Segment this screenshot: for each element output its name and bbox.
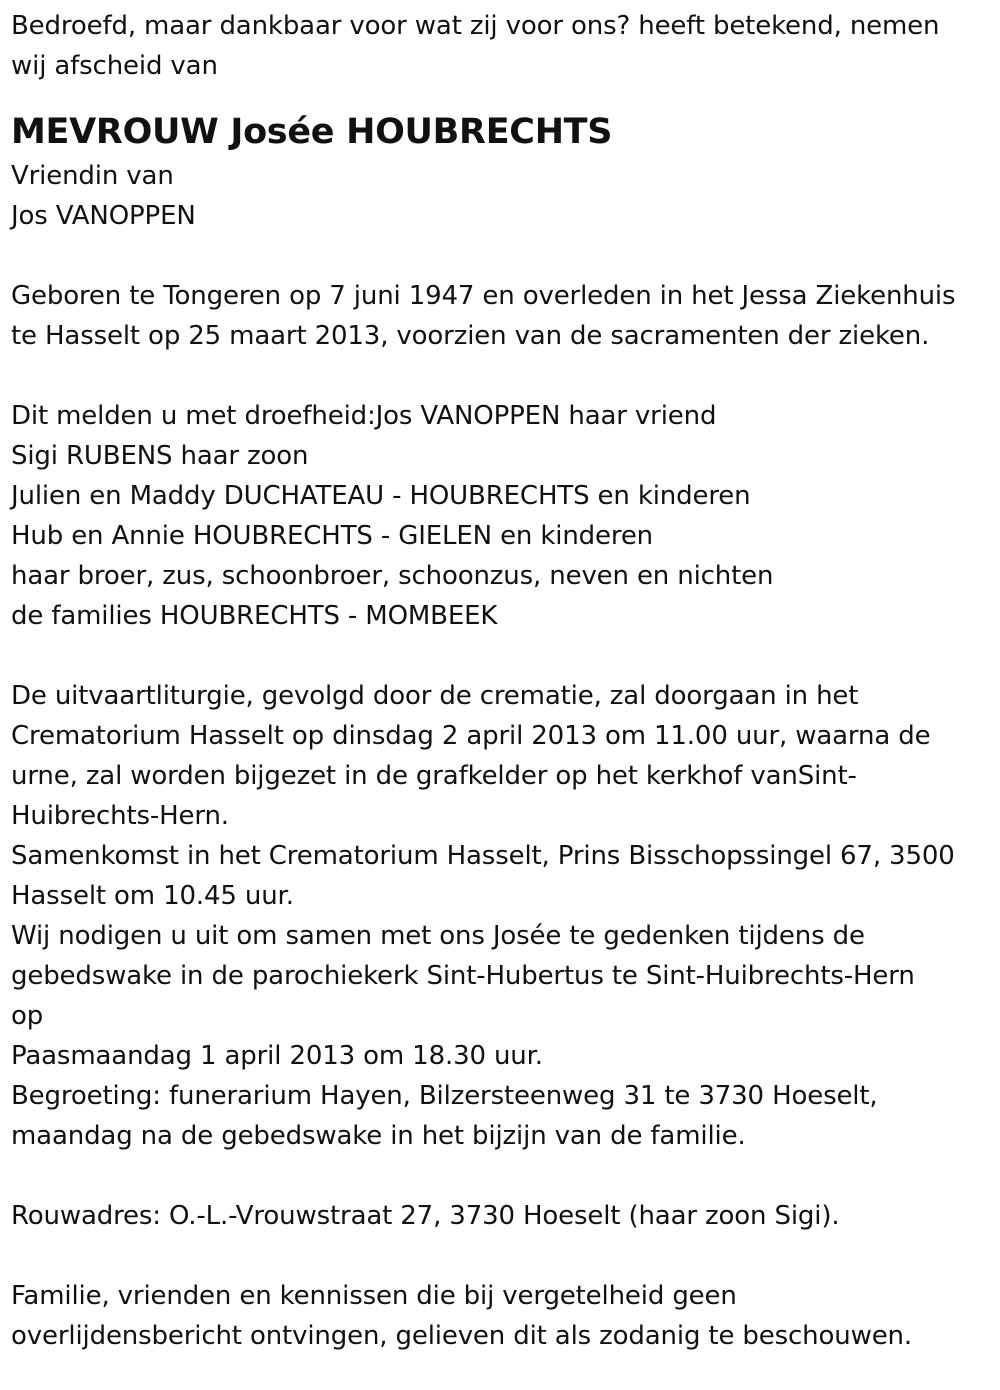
family-line: de families HOUBRECHTS - MOMBEEK [11,601,498,631]
ceremony-line: maandag na de gebedswake in het bijzijn van de familie. [11,1121,746,1151]
deceased-name: MEVROUW Josée HOUBRECHTS [11,112,613,152]
ceremony-line: op [11,1001,44,1031]
family-line: Dit melden u met droefheid:Jos VANOPPEN haar vriend [11,401,717,431]
paragraph-spacer [11,1156,991,1196]
closing-line: overlijdensbericht ontvingen, gelieven dit als zodanig te beschouwen. [11,1321,912,1351]
closing-line: Familie, vrienden en kennissen die bij vergetelheid geen [11,1281,737,1311]
relation-line: Vriendin van [11,161,174,191]
ceremony-line: urne, zal worden bijgezet in de grafkelder op het kerkhof vanSint- [11,761,857,791]
birth-line: Geboren te Tongeren op 7 juni 1947 en overleden in het Jessa Ziekenhuis [11,281,956,311]
ceremony-line: Wij nodigen u uit om samen met ons Josée te gedenken tijdens de [11,921,865,951]
ceremony-line: Crematorium Hasselt op dinsdag 2 april 2013 om 11.00 uur, waarna de [11,721,931,751]
ceremony-line: Paasmaandag 1 april 2013 om 18.30 uur. [11,1041,543,1071]
family-line: haar broer, zus, schoonbroer, schoonzus, neven en nichten [11,561,774,591]
ceremony-line: Begroeting: funerarium Hayen, Bilzersteenweg 31 te 3730 Hoeselt, [11,1081,878,1111]
intro-paragraph [11,6,991,86]
ceremony-line: De uitvaartliturgie, gevolgd door de crematie, zal doorgaan in het [11,681,859,711]
ceremony-paragraph [11,676,991,1156]
paragraph-spacer [11,236,991,276]
birth-death-paragraph [11,276,991,356]
ceremony-line: gebedswake in de parochiekerk Sint-Hubertus te Sint-Huibrechts-Hern [11,961,915,991]
family-line: Julien en Maddy DUCHATEAU - HOUBRECHTS en kinderen [11,481,751,511]
ceremony-line: Samenkomst in het Crematorium Hasselt, Prins Bisschopssingel 67, 3500 [11,841,955,871]
mourning-address: Rouwadres: O.-L.-Vrouwstraat 27, 3730 Hoeselt (haar zoon Sigi). [11,1201,840,1231]
paragraph-spacer [11,636,991,676]
family-line: Sigi RUBENS haar zoon [11,441,309,471]
closing-paragraph [11,1276,991,1356]
family-paragraph [11,396,991,636]
birth-line: te Hasselt op 25 maart 2013, voorzien van de sacramenten der zieken. [11,321,930,351]
ceremony-line: Huibrechts-Hern. [11,801,229,831]
paragraph-spacer [11,356,991,396]
intro-line: Bedroefd, maar dankbaar voor wat zij voor ons? heeft betekend, nemen [11,11,940,41]
relation-line: Jos VANOPPEN [11,201,196,231]
family-line: Hub en Annie HOUBRECHTS - GIELEN en kinderen [11,521,654,551]
intro-line: wij afscheid van [11,51,218,81]
relation-paragraph [11,156,991,236]
paragraph-spacer [11,1236,991,1276]
ceremony-line: Hasselt om 10.45 uur. [11,881,294,911]
obituary-notice [11,0,991,1356]
